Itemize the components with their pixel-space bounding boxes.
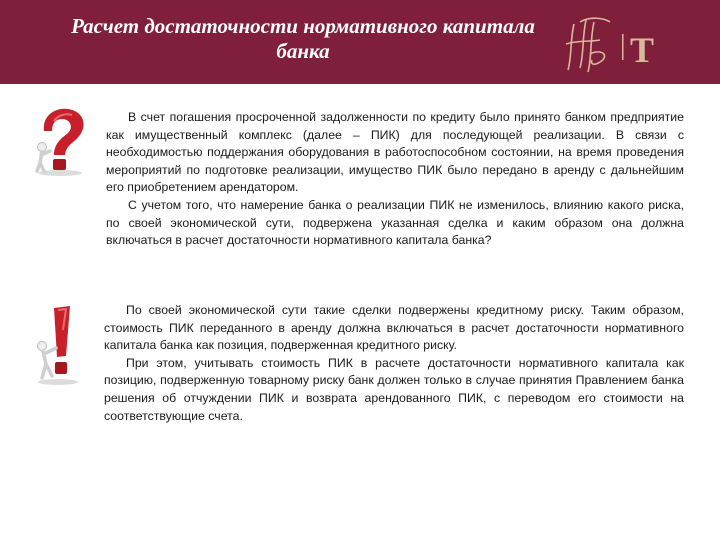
answer-paragraph-2: При этом, учитывать стоимость ПИК в расчете достаточности нормативного капитала как позицию, подверженную товарному риску банк должен только в случае принятия Правлением банка решения об отчуждении ПИК и возврата арендованного ПИК, с переводом его стоимости на соответствующие счета. xyxy=(104,355,684,423)
logo-letter: Т xyxy=(630,30,655,70)
monogram-logo xyxy=(560,10,710,78)
answer-text xyxy=(104,302,684,425)
title-line-2: банка xyxy=(276,39,330,63)
title-line-1: Расчет достаточности нормативного капитала xyxy=(71,14,535,38)
header-banner xyxy=(0,0,720,84)
question-text xyxy=(106,109,684,250)
answer-paragraph-1: По своей экономической сути такие сделки подвержены кредитному риску. Таким образом, стоимость ПИК переданного в аренду должна включаться в расчет достаточности нормативного капитала банка как позиция, подверженная кредитного риску. xyxy=(104,303,684,353)
page-title xyxy=(18,14,588,64)
question-paragraph-1: В счет погашения просроченной задолженности по кредиту было принято банком предприятие как имущественный комплекс (далее – ПИК) для последующей реализации. В связи с необходимостью поддержания оборудования в работоспособном состоянии, на время проведения мероприятий по подготовке реализации, имущество ПИК было передано в аренду с дальнейшим его приобретением арендатором. xyxy=(106,110,684,195)
question-mark-figure-icon xyxy=(30,105,92,177)
exclamation-mark-figure-icon xyxy=(30,300,88,386)
question-paragraph-2: С учетом того, что намерение банка о реализации ПИК не изменилось, влиянию какого риска, по своей экономической сути, подвержена указанная сделка и каким образом она должна включаться в расчет достаточности нормативного капитала банка? xyxy=(106,197,684,248)
